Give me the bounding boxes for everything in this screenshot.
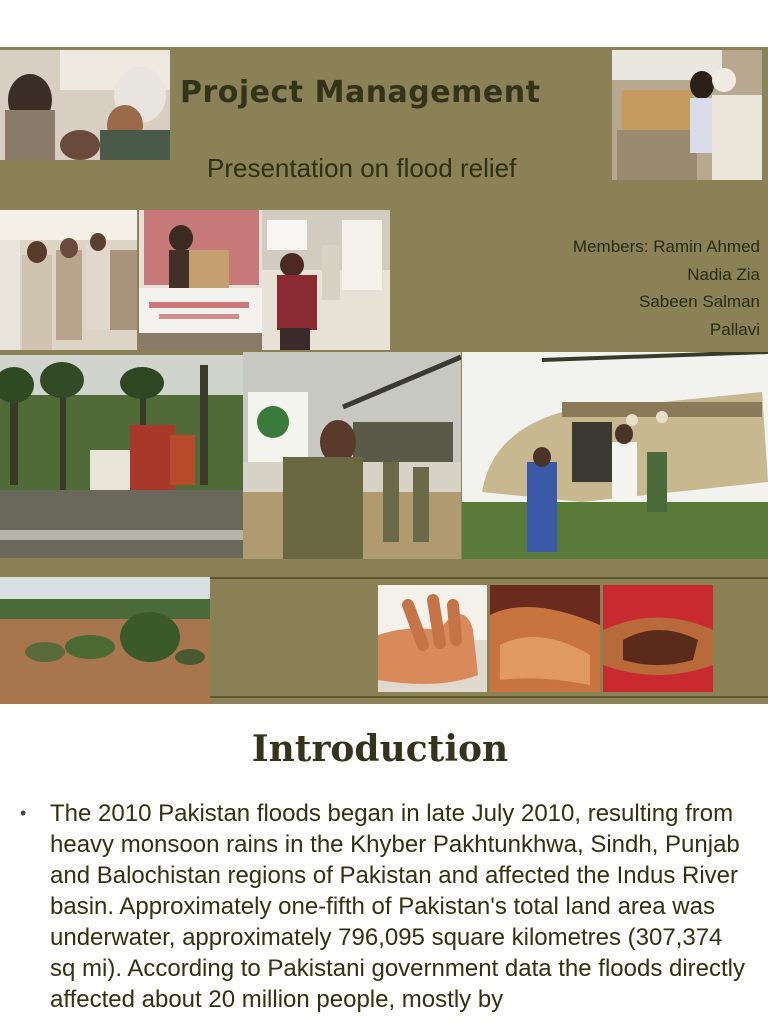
member-line: Members: Ramin Ahmed xyxy=(572,237,760,256)
helicopter-evacuation-photo xyxy=(462,352,768,559)
member-line: Pallavi xyxy=(709,319,760,339)
introduction-paragraph: The 2010 Pakistan floods began in late July 2010, resulting from heavy monsoon rains in the Khyber Pakhtunkhwa, Sindh, Punjab and Balochistan regions of Pakistan and affected the Indus River basin. Approximately one-fifth of Pakistan's total land area was underwater, approximately 796,095 square kilometres (307,374 sq mi). According to Pakistani government data the floods directly affected about 20 million people, mostly by xyxy=(50,800,746,1013)
hands-helping-photo-2 xyxy=(490,585,600,692)
relief-distribution-photo xyxy=(612,50,762,180)
slide-title: Project Management xyxy=(180,75,541,110)
slide-subtitle: Presentation on flood relief xyxy=(207,153,517,183)
member-line: Nadia Zia xyxy=(687,264,760,284)
queue-men-photo xyxy=(0,210,137,350)
soldier-carrying-aid-photo xyxy=(243,352,461,559)
bullet-icon: • xyxy=(20,803,27,823)
introduction-bullet xyxy=(20,798,750,1015)
introduction-heading: Introduction xyxy=(251,728,509,770)
title-slide xyxy=(0,47,768,704)
woman-carrying-box-photo xyxy=(262,210,390,350)
aid-boxes-truck-photo xyxy=(139,210,262,350)
member-line: Sabeen Salman xyxy=(639,292,760,311)
hands-helping-photo-3 xyxy=(603,585,713,692)
members-list xyxy=(573,233,760,343)
introduction-slide xyxy=(0,704,768,1024)
flooded-village-photo xyxy=(0,577,210,704)
hands-helping-photo-1 xyxy=(378,585,487,692)
flooded-road-trucks-photo xyxy=(0,355,243,558)
crowd-children-photo xyxy=(0,50,170,160)
